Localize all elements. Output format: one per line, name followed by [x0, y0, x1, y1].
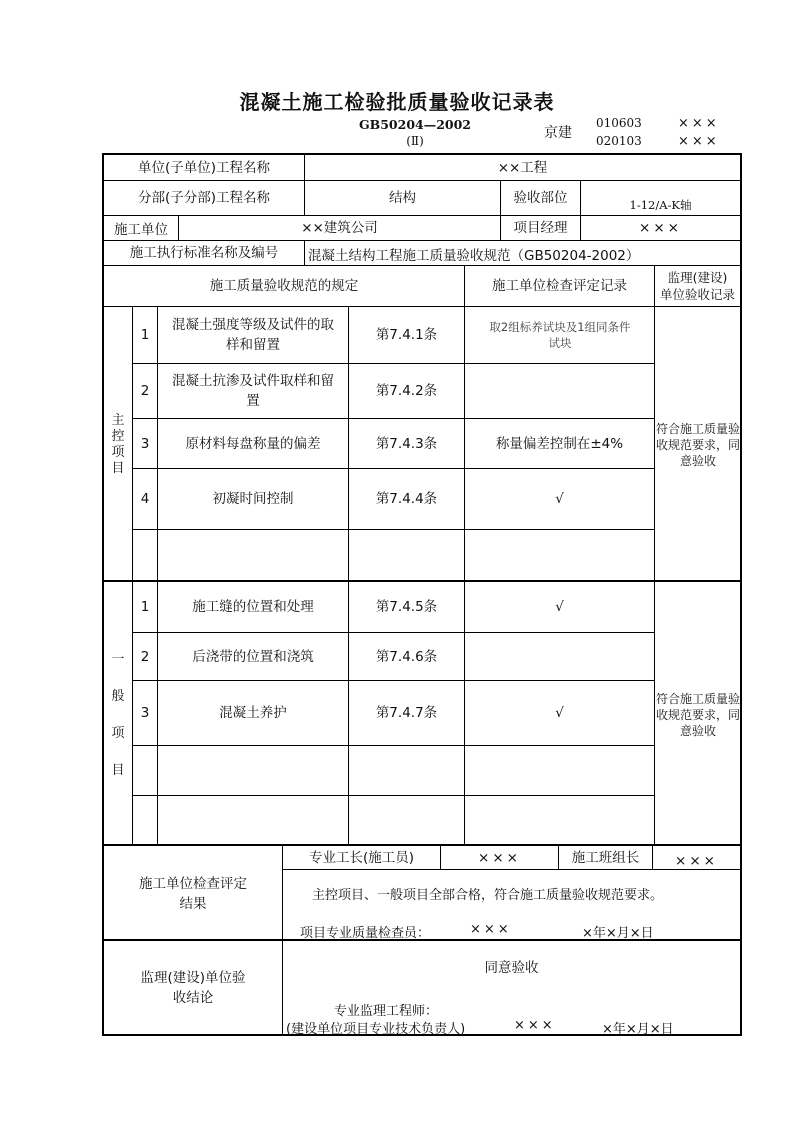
- main-row-3-record: 称量偏差控制在±4%: [495, 435, 624, 452]
- main-row-2-record: [465, 364, 654, 418]
- general-row-3-item: 混凝土养护: [219, 705, 287, 721]
- main-row-4-record: √: [555, 491, 564, 507]
- main-row-2-item: 混凝土抗渗及试件取样和留置: [172, 373, 334, 409]
- code-mark-2: ×××: [678, 134, 720, 149]
- position-label: 验收部位: [513, 190, 568, 206]
- general-row-1-record: √: [555, 599, 564, 615]
- main-row-3-item: 原材料每盘称量的偏差: [185, 435, 321, 452]
- general-row-2-record: [465, 633, 654, 680]
- position-value: 1-12/A-K轴: [629, 197, 692, 212]
- main-row-2-clause: 第7.4.2条: [375, 383, 438, 399]
- general-row-2-item: 后浇带的位置和浇筑: [192, 648, 314, 665]
- general-supervise-remark: 符合施工质量验收规范要求，同意验收: [656, 692, 741, 738]
- general-row-3-record: √: [555, 705, 564, 721]
- main-row-4-item: 初凝时间控制: [212, 491, 294, 507]
- main-control-label: 主 控 项 目: [111, 413, 125, 476]
- general-row-1-clause: 第7.4.5条: [375, 599, 438, 615]
- main-row-4-no: 4: [140, 491, 150, 507]
- main-row-3-clause: 第7.4.3条: [375, 435, 438, 452]
- manager-label: 项目经理: [513, 220, 568, 236]
- supervise-header-line1: 监理(建设): [667, 270, 728, 285]
- company-value: ××建筑公司: [301, 220, 378, 236]
- sub-part-value: 结构: [389, 190, 416, 206]
- main-row-1-no: 1: [140, 327, 150, 343]
- general-row-1-no: 1: [140, 599, 150, 615]
- main-row-3-no: 3: [140, 435, 150, 452]
- main-supervise-remark: 符合施工质量验收规范要求，同意验收: [656, 422, 741, 468]
- general-row-2-clause: 第7.4.6条: [375, 648, 438, 665]
- result-label: 施工单位检查评定结果: [139, 876, 247, 912]
- foreman-label: 专业工长(施工员): [308, 849, 415, 866]
- general-row-1-item: 施工缝的位置和处理: [192, 599, 314, 615]
- standard-sub: (Ⅱ): [406, 134, 424, 148]
- engineer-label: 专业监理工程师：: [334, 1004, 439, 1019]
- unit-name-value: ××工程: [497, 159, 548, 176]
- company-label: 施工单位: [114, 222, 168, 238]
- form-code-2: 020103: [596, 134, 642, 148]
- inspector-value: ×××: [470, 922, 512, 937]
- result-text: 主控项目、一般项目全部合格，符合施工质量验收规范要求。: [312, 888, 664, 903]
- main-row-1-record: 取2组标养试块及1组同条件试块: [489, 320, 631, 350]
- supervise-header: [655, 266, 740, 306]
- foreman-value: ×××: [478, 849, 521, 866]
- spec-header: 施工质量验收规范的规定: [209, 278, 359, 294]
- main-row-4-clause: 第7.4.4条: [375, 491, 438, 507]
- conclusion-text: 同意验收: [484, 960, 539, 976]
- conclusion-label: 监理(建设)单位验收结论: [140, 970, 246, 1006]
- unit-name-label: 单位(子单位)工程名称: [137, 159, 271, 176]
- form-title: 混凝土施工检验批质量验收记录表: [239, 90, 555, 114]
- form-code-1: 010603: [596, 116, 642, 130]
- sub-part-label: 分部(子分部)工程名称: [137, 190, 271, 206]
- engineer-label-2: (建设单位项目专业技术负责人): [286, 1022, 466, 1037]
- general-row-2-no: 2: [140, 648, 150, 665]
- general-label: 一 般 项 目: [111, 652, 125, 778]
- leader-value: ×××: [675, 852, 718, 869]
- exec-standard-label: 施工执行标准名称及编号: [129, 245, 279, 261]
- code-mark-1: ×××: [678, 116, 720, 131]
- engineer-value: ×××: [514, 1018, 556, 1033]
- manager-value: ×××: [639, 220, 682, 236]
- main-row-2-no: 2: [140, 383, 150, 399]
- standard-number: GB50204—2002: [358, 117, 472, 132]
- main-row-1-clause: 第7.4.1条: [375, 327, 438, 343]
- general-row-3-no: 3: [140, 705, 150, 721]
- supervise-header-line2: 单位验收记录: [659, 287, 735, 302]
- main-row-1-item: 混凝土强度等级及试件的取样和留置: [172, 317, 334, 353]
- province-code: 京建: [544, 125, 572, 141]
- general-row-3-clause: 第7.4.7条: [375, 705, 438, 721]
- exec-standard-value: 混凝土结构工程施工质量验收规范（GB50204-2002）: [308, 248, 640, 264]
- leader-label: 施工班组长: [571, 849, 640, 866]
- result-date: ×年×月×日: [582, 926, 654, 941]
- check-header: 施工单位检查评定记录: [492, 278, 627, 294]
- conclusion-date: ×年×月×日: [602, 1022, 674, 1037]
- inspector-label: 项目专业质量检查员：: [300, 926, 431, 941]
